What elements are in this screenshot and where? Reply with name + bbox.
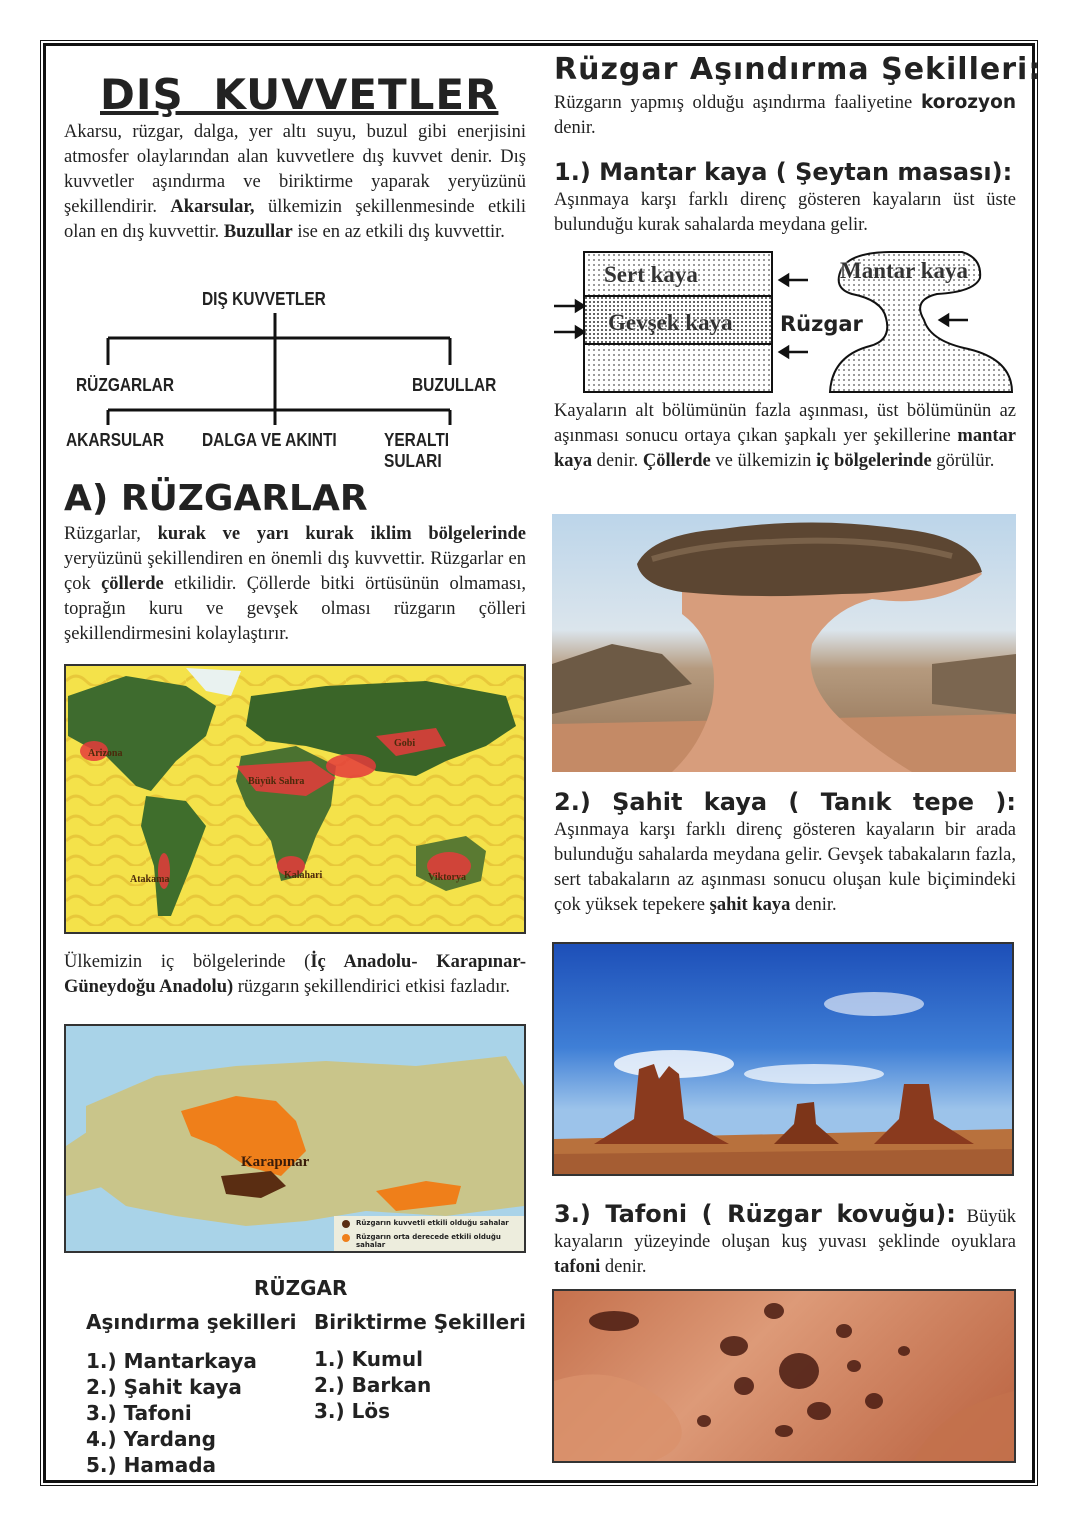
list-item: 4.) Yardang — [86, 1427, 216, 1451]
diagram-label-mantar: Mantar kaya — [840, 258, 968, 283]
sahit-paragraph: 2.) Şahit kaya ( Tanık tepe ): Aşınmaya karşı farklı direnç gösteren kayaların bir arada bulunduğu sahalarda meydana gelir. Gevşek tabakaların fazla, sert tabakaların az aşınması sonucu oluşan kule biçimindeki çok yüksek tepekere şahit kaya denir. — [554, 788, 1016, 915]
list-item: 2.) Barkan — [314, 1373, 432, 1397]
mantar-description: Kayaların alt bölümünün fazla aşınması, üst bölümünün az aşınması sonucu ortaya çıkan şapkalı yer şekillerine mantar kaya denir. Çöllerde ve ülkemizin iç bölgelerinde görülür. — [554, 401, 1016, 471]
summary-col1-title: Aşındırma şekilleri — [86, 1310, 297, 1334]
korozyon-paragraph: Rüzgarın yapmış olduğu aşındırma faaliyetine korozyon denir. — [554, 92, 1016, 138]
list-item: 5.) Hamada — [86, 1453, 216, 1477]
mantar-heading: 1.) Mantar kaya ( Şeytan masası): — [554, 158, 1013, 186]
turkey-label-karapinar: Karapınar — [241, 1154, 310, 1170]
tafoni-heading: 3.) Tafoni ( Rüzgar kovuğu): — [554, 1200, 956, 1228]
map-label-sahra: Büyük Sahra — [248, 776, 305, 787]
section-a-heading: A) RÜZGARLAR — [64, 478, 368, 519]
summary-title: RÜZGAR — [254, 1276, 348, 1300]
mantar-kaya-photo — [552, 514, 1016, 772]
tree-yeralti-label: YERALTI SULARI — [384, 430, 450, 471]
tree-dalga-label: DALGA VE AKINTI — [202, 430, 337, 450]
map-label-kalahari: Kalahari — [284, 870, 323, 881]
tree-root-label: DIŞ KUVVETLER — [202, 289, 326, 309]
page-title: DIŞ KUVVETLER — [100, 70, 499, 119]
section-a-paragraph: Rüzgarlar, kurak ve yarı kurak iklim bölgelerinde yeryüzünü şekillendiren en önemli dış kuvvettir. Rüzgarlar en çok çöllerde etkilidir. Çöllerde bitki örtüsünün olmaması, toprağın kuru ve gevşek olması rüzgarın çölleri şekillendirmesini kolaylaştırır. — [64, 524, 526, 644]
turkey-wind-map — [64, 1024, 526, 1253]
list-item: 3.) Tafoni — [86, 1401, 192, 1425]
world-deserts-map — [64, 664, 526, 934]
diagram-label-sert: Sert kaya — [604, 262, 698, 287]
turkey-legend-medium: Rüzgarın orta derecede etkili olduğu sahalar — [356, 1233, 501, 1249]
turkey-paragraph: Ülkemizin iç bölgelerinde (İç Anadolu- Karapınar- Güneydoğu Anadolu) rüzgarın şekillendirici etkisi fazladır. — [64, 952, 526, 997]
diagram-label-gevsek: Gevşek kaya — [608, 310, 733, 335]
diagram-label-ruzgar: Rüzgar — [780, 312, 863, 336]
map-label-viktorya: Viktorya — [428, 872, 466, 883]
list-item: 3.) Lös — [314, 1399, 391, 1423]
list-item: 1.) Kumul — [314, 1347, 423, 1371]
mantar-kaya-diagram — [552, 248, 1018, 396]
summary-col1-list — [86, 1348, 257, 1478]
map-label-arizona: Arizona — [88, 748, 123, 759]
list-item: 1.) Mantarkaya — [86, 1349, 257, 1373]
tree-ruzgarlar-label: RÜZGARLAR — [76, 375, 175, 395]
tafoni-photo — [552, 1289, 1016, 1463]
sahit-heading: 2.) Şahit kaya ( Tanık tepe ): — [554, 788, 1016, 816]
right-heading: Rüzgar Aşındırma Şekilleri: — [554, 52, 1042, 87]
map-label-atakama: Atakama — [130, 874, 170, 885]
map-label-gobi: Gobi — [394, 738, 416, 749]
intro-paragraph: Akarsu, rüzgar, dalga, yer altı suyu, buzul gibi enerjisini atmosfer olaylarından alan kuvvetlere dış kuvvet denir. Dış kuvvetler aşındırma ve biriktirme yaparak yeryüzünü şekillendirir. Akarsular, ülkemizin şekillenmesinde etkili olan en dış kuvvettir. Buzullar ise en az etkili dış kuvvettir. — [64, 122, 527, 242]
tafoni-paragraph: 3.) Tafoni ( Rüzgar kovuğu): Büyük kayaların yüzeyinde oluşan kuş yuvası şeklinde oyuklara tafoni denir. — [554, 1200, 1016, 1277]
turkey-legend-strong: Rüzgarın kuvvetli etkili olduğu sahalar — [356, 1219, 509, 1227]
summary-col2-title: Biriktirme Şekilleri — [314, 1310, 526, 1334]
tree-buzullar-label: BUZULLAR — [412, 375, 497, 395]
sahit-kaya-photo — [552, 942, 1014, 1176]
tree-akarsular-label: AKARSULAR — [66, 430, 165, 450]
forces-tree-diagram — [60, 285, 530, 471]
list-item: 2.) Şahit kaya — [86, 1375, 242, 1399]
mantar-text: Aşınmaya karşı farklı direnç gösteren kayaların üst üste bulunduğu kurak sahalarda meydana gelir. — [554, 190, 1016, 235]
summary-col2-list — [314, 1346, 431, 1424]
